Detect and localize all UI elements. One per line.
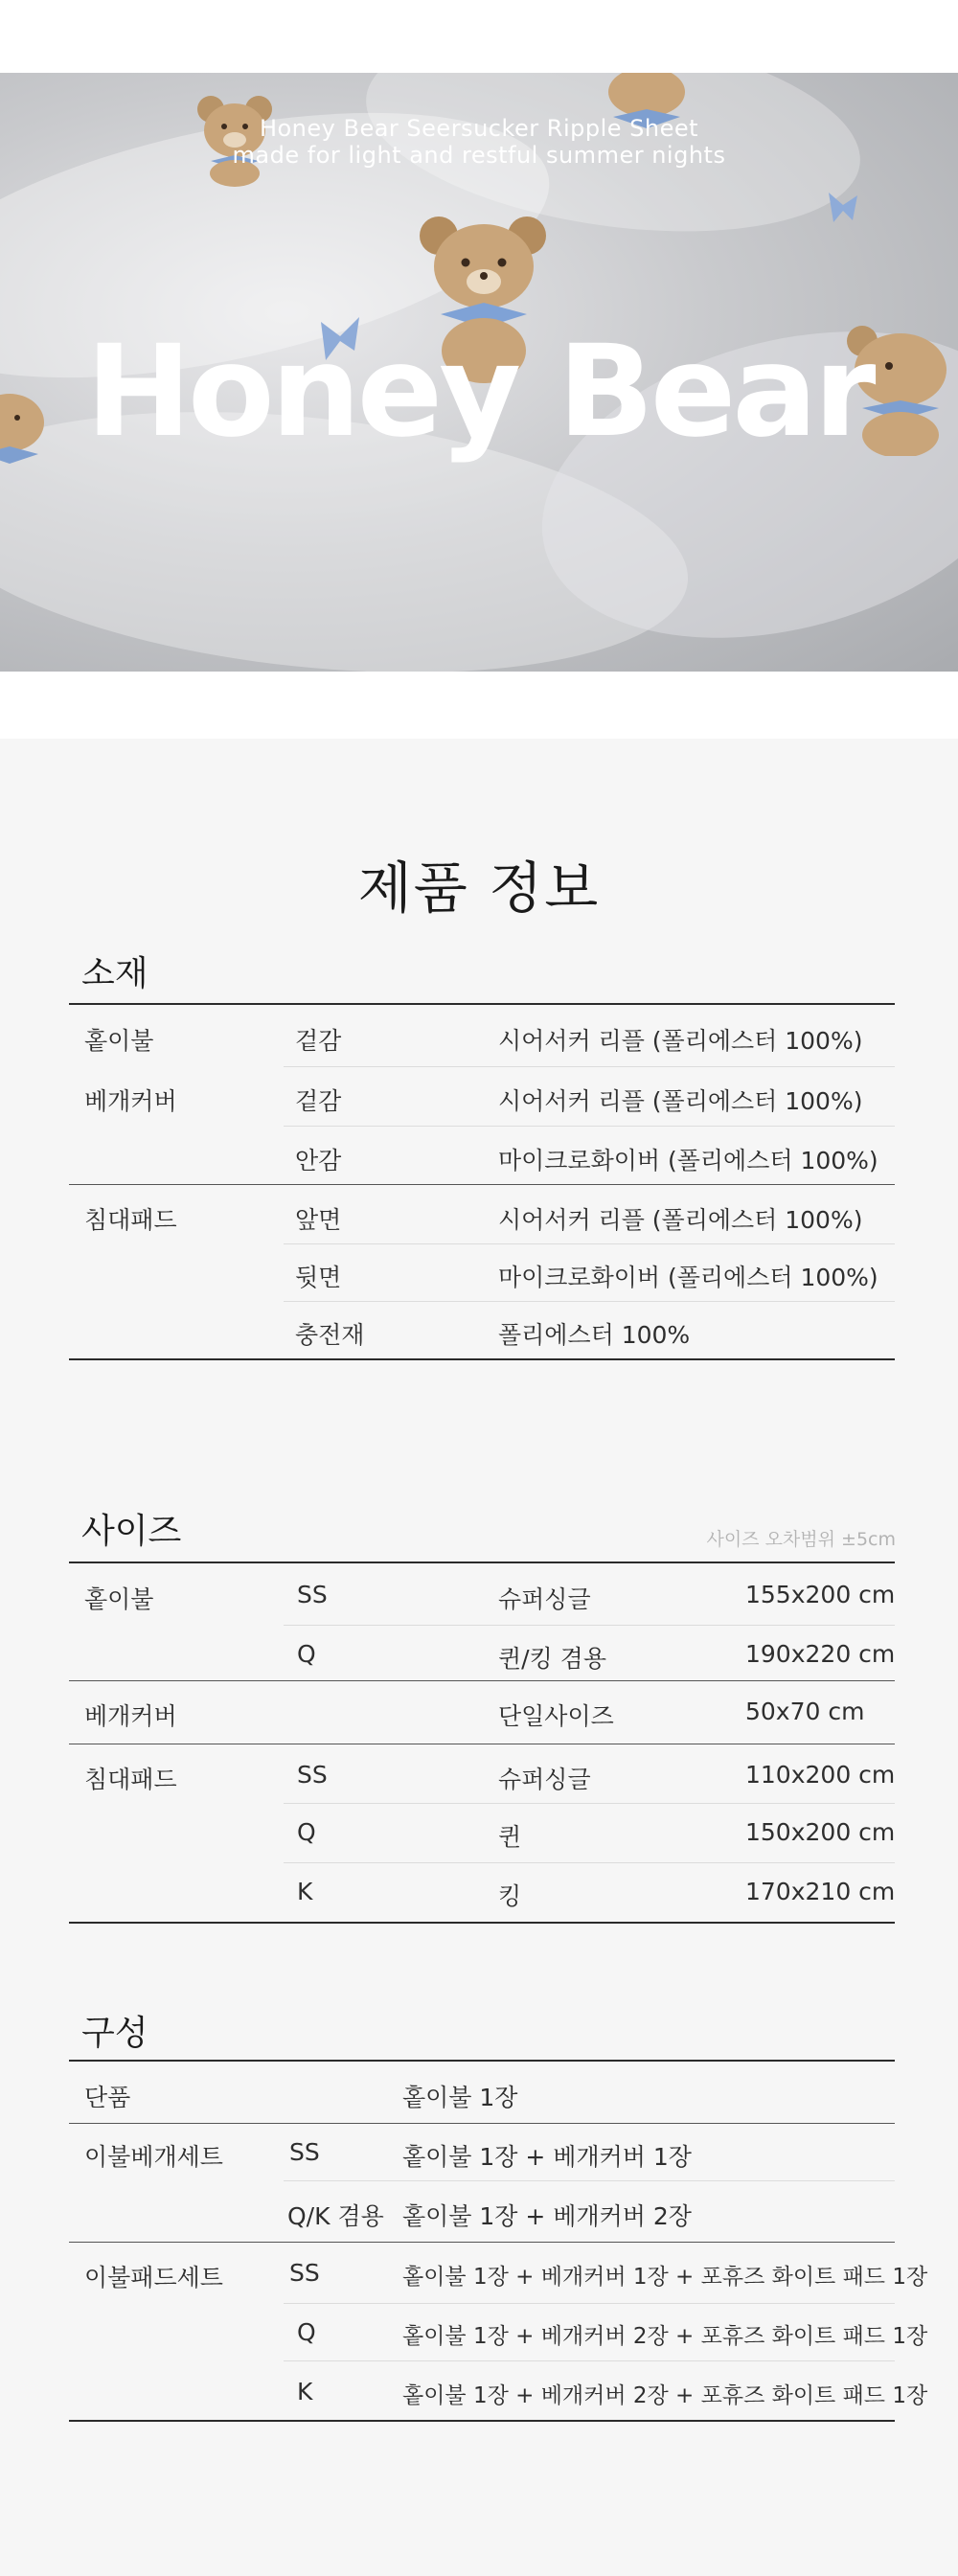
divider [284,2303,895,2304]
size-dimension: 170x210 cm [745,1878,896,1905]
composition-code: K [297,2378,313,2405]
size-code: K [297,1878,313,1905]
divider [69,1562,895,1563]
size-category: 홑이불 [84,1585,154,1613]
size-name: 슈퍼싱글 [498,1766,591,1793]
size-code: SS [297,1761,328,1789]
composition-code: SS [289,2259,320,2287]
size-name: 퀸/킹 겸용 [498,1645,606,1673]
material-category: 베개커버 [84,1087,177,1115]
composition-code: SS [289,2138,320,2166]
material-part: 겉감 [295,1087,342,1115]
divider [69,2242,895,2243]
composition-code: Q [297,2318,316,2346]
material-part: 충전재 [295,1321,365,1349]
size-category: 침대패드 [84,1766,177,1793]
size-code: Q [297,1818,316,1846]
divider [69,2123,895,2124]
divider [284,2360,895,2361]
material-category: 침대패드 [84,1206,177,1234]
composition-category: 이불베개세트 [84,2143,223,2171]
size-dimension: 155x200 cm [745,1581,896,1608]
divider [284,1803,895,1804]
size-dimension: 190x220 cm [745,1640,896,1668]
divider [69,1680,895,1681]
divider [69,2420,895,2422]
size-name: 단일사이즈 [498,1702,614,1730]
divider [284,1243,895,1244]
page-title: 제품 정보 [357,855,601,921]
composition-content: 홑이불 1장 + 베개커버 2장 [402,2202,692,2230]
size-dimension: 150x200 cm [745,1818,896,1846]
material-value: 마이크로화이버 (폴리에스터 100%) [498,1264,878,1291]
composition-category: 이불패드세트 [84,2264,223,2291]
divider [284,2180,895,2181]
material-section-title: 소재 [81,954,148,993]
divider [284,1625,895,1626]
material-value: 마이크로화이버 (폴리에스터 100%) [498,1147,878,1174]
size-category: 베개커버 [84,1702,177,1730]
material-value: 폴리에스터 100% [498,1321,691,1349]
material-part: 뒷면 [295,1264,342,1291]
hero-banner [0,73,958,672]
composition-section-title: 구성 [81,2014,148,2053]
material-part: 안감 [295,1147,342,1174]
ribbon-print-icon [824,188,862,226]
size-tolerance-note: 사이즈 오차범위 ±5cm [706,1529,896,1550]
hero-title: Honey Bear [85,318,873,466]
divider [69,1003,895,1005]
hero-subtitle-line-2: made for light and restful summer nights [232,142,726,169]
composition-content: 홑이불 1장 + 베개커버 1장 + 포휴즈 화이트 패드 1장 [402,2265,928,2290]
size-section-title: 사이즈 [81,1512,182,1551]
material-part: 앞면 [295,1206,342,1234]
divider [69,1922,895,1924]
size-dimension: 50x70 cm [745,1698,865,1725]
material-category: 홑이불 [84,1027,154,1055]
size-dimension: 110x200 cm [745,1761,896,1789]
hero-subtitle-line-1: Honey Bear Seersucker Ripple Sheet [259,115,699,142]
divider [284,1301,895,1302]
divider [284,1066,895,1067]
composition-code: Q/K 겸용 [287,2202,384,2230]
divider [284,1862,895,1863]
size-name: 킹 [498,1882,522,1910]
size-code: SS [297,1581,328,1608]
divider [69,2060,895,2062]
divider [69,1184,895,1185]
material-value: 시어서커 리플 (폴리에스터 100%) [498,1206,863,1234]
composition-category: 단품 [84,2084,131,2111]
divider [69,1358,895,1360]
material-part: 겉감 [295,1027,342,1055]
size-name: 슈퍼싱글 [498,1585,591,1613]
composition-content: 홑이불 1장 + 베개커버 2장 + 포휴즈 화이트 패드 1장 [402,2324,928,2349]
material-value: 시어서커 리플 (폴리에스터 100%) [498,1027,863,1055]
material-value: 시어서커 리플 (폴리에스터 100%) [498,1087,863,1115]
composition-content: 홑이불 1장 [402,2084,518,2111]
size-name: 퀸 [498,1823,522,1851]
composition-content: 홑이불 1장 + 베개커버 2장 + 포휴즈 화이트 패드 1장 [402,2383,928,2408]
size-code: Q [297,1640,316,1668]
composition-content: 홑이불 1장 + 베개커버 1장 [402,2143,692,2171]
divider [284,1126,895,1127]
